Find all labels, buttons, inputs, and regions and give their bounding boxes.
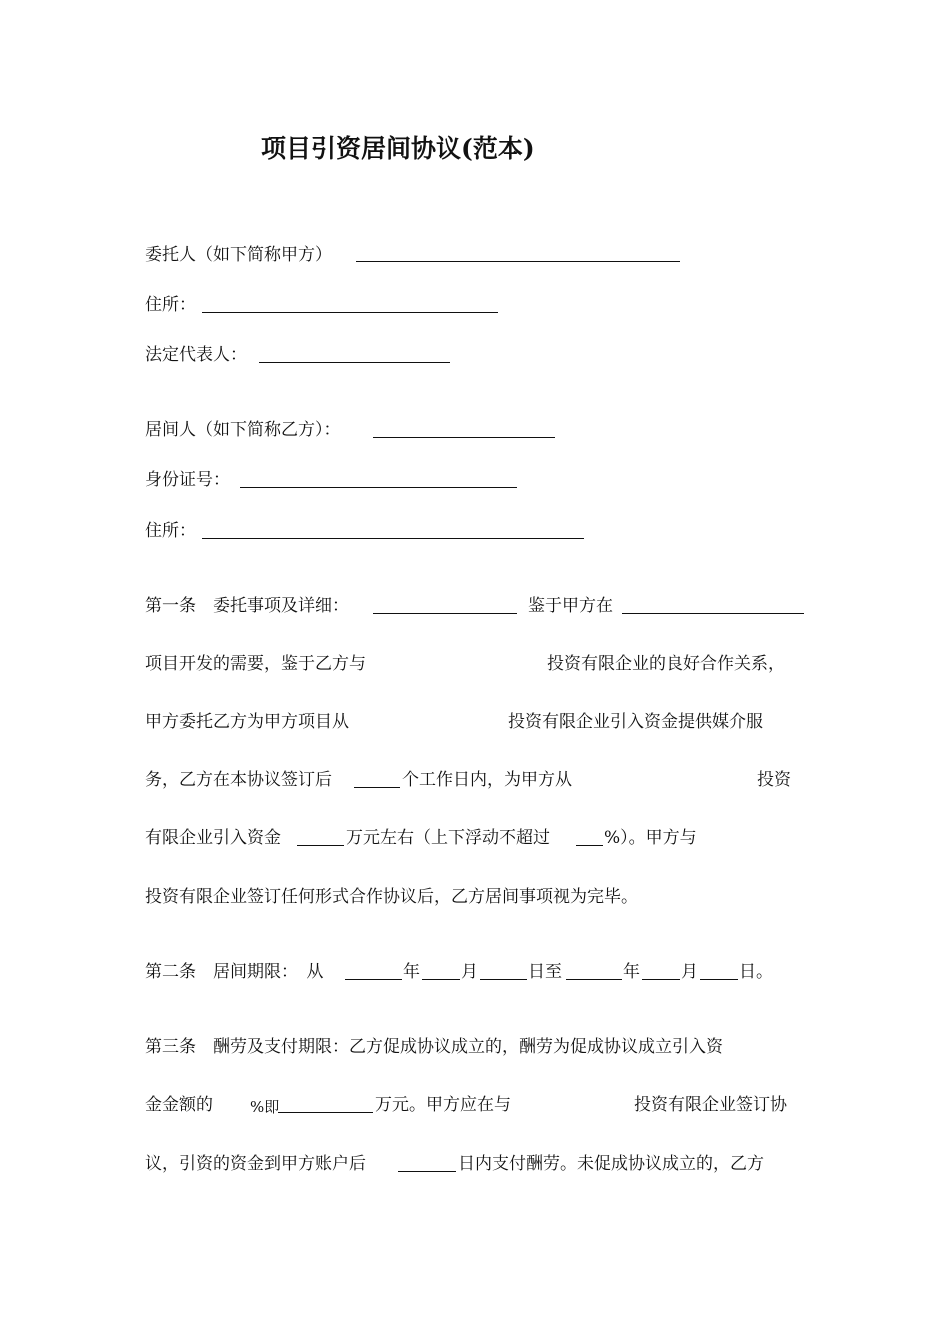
- article2-blank-day1: [480, 979, 527, 980]
- document-title: 项目引资居间协议(范本): [261, 134, 535, 163]
- party-a-address-label: 住所：: [145, 295, 196, 315]
- article2-blank-day2: [700, 979, 738, 980]
- article1-line2-start: 项目开发的需要，鉴于乙方与: [145, 654, 366, 674]
- article2-month1: 月: [461, 962, 478, 982]
- article2-day-end: 日。: [739, 962, 773, 982]
- article1-blank-days: [354, 787, 400, 788]
- article1-line6: 投资有限企业签订任何形式合作协议后，乙方居间事项视为完毕。: [145, 887, 638, 907]
- intermediary-label: 居间人（如下简称乙方）：: [145, 420, 341, 440]
- article2-blank-year1: [345, 979, 402, 980]
- article1-blank-percent: [576, 845, 603, 846]
- article1-line4-start: 务，乙方在本协议签订后: [145, 770, 332, 790]
- principal-blank: [356, 261, 680, 262]
- article3-line2-end: 投资有限企业签订协: [634, 1095, 787, 1115]
- article2-year2: 年: [623, 962, 640, 982]
- article3-line2-percent: %即: [250, 1098, 280, 1116]
- id-number-label: 身份证号：: [145, 470, 230, 490]
- article3-line2-start: 金金额的: [145, 1095, 213, 1115]
- party-b-address-label: 住所：: [145, 521, 196, 541]
- intermediary-blank: [373, 437, 555, 438]
- article1-line4-mid: 个工作日内，为甲方从: [402, 770, 572, 790]
- article1-blank-details: [373, 613, 517, 614]
- article3-line3-start: 议，引资的资金到甲方账户后: [145, 1154, 366, 1174]
- party-a-address-blank: [202, 312, 498, 313]
- article1-line1-mid: 鉴于甲方在: [528, 596, 613, 616]
- article1-line3-start: 甲方委托乙方为甲方项目从: [145, 712, 349, 732]
- article1-line1-start: 第一条 委托事项及详细：: [145, 596, 349, 616]
- legal-rep-blank: [259, 362, 450, 363]
- article2-start: 第二条 居间期限： 从: [145, 962, 324, 982]
- article2-month2: 月: [681, 962, 698, 982]
- article1-blank-amount: [297, 845, 344, 846]
- article1-line3-end: 投资有限企业引入资金提供媒介服: [508, 712, 763, 732]
- article2-blank-month2: [642, 979, 680, 980]
- article3-line1: 第三条 酬劳及支付期限：乙方促成协议成立的，酬劳为促成协议成立引入资: [145, 1037, 723, 1057]
- article2-year1: 年: [403, 962, 420, 982]
- id-number-blank: [240, 487, 517, 488]
- article1-blank-location: [622, 613, 804, 614]
- article3-blank-amount: [278, 1112, 373, 1113]
- article3-line3-end: 日内支付酬劳。未促成协议成立的，乙方: [458, 1154, 764, 1174]
- legal-rep-label: 法定代表人：: [145, 345, 247, 365]
- article1-line4-end: 投资: [757, 770, 791, 790]
- article2-day-to: 日至: [528, 962, 562, 982]
- article2-blank-month1: [422, 979, 460, 980]
- article3-blank-days: [398, 1171, 456, 1172]
- principal-label: 委托人（如下简称甲方）: [145, 245, 332, 265]
- article2-blank-year2: [566, 979, 622, 980]
- article1-line5-mid: 万元左右（上下浮动不超过: [346, 828, 550, 848]
- article3-line2-mid: 万元。甲方应在与: [375, 1095, 511, 1115]
- article1-line5-start: 有限企业引入资金: [145, 828, 281, 848]
- article1-line5-end: %）。甲方与: [604, 828, 697, 848]
- party-b-address-blank: [202, 538, 584, 539]
- article1-line2-end: 投资有限企业的良好合作关系，: [547, 654, 785, 674]
